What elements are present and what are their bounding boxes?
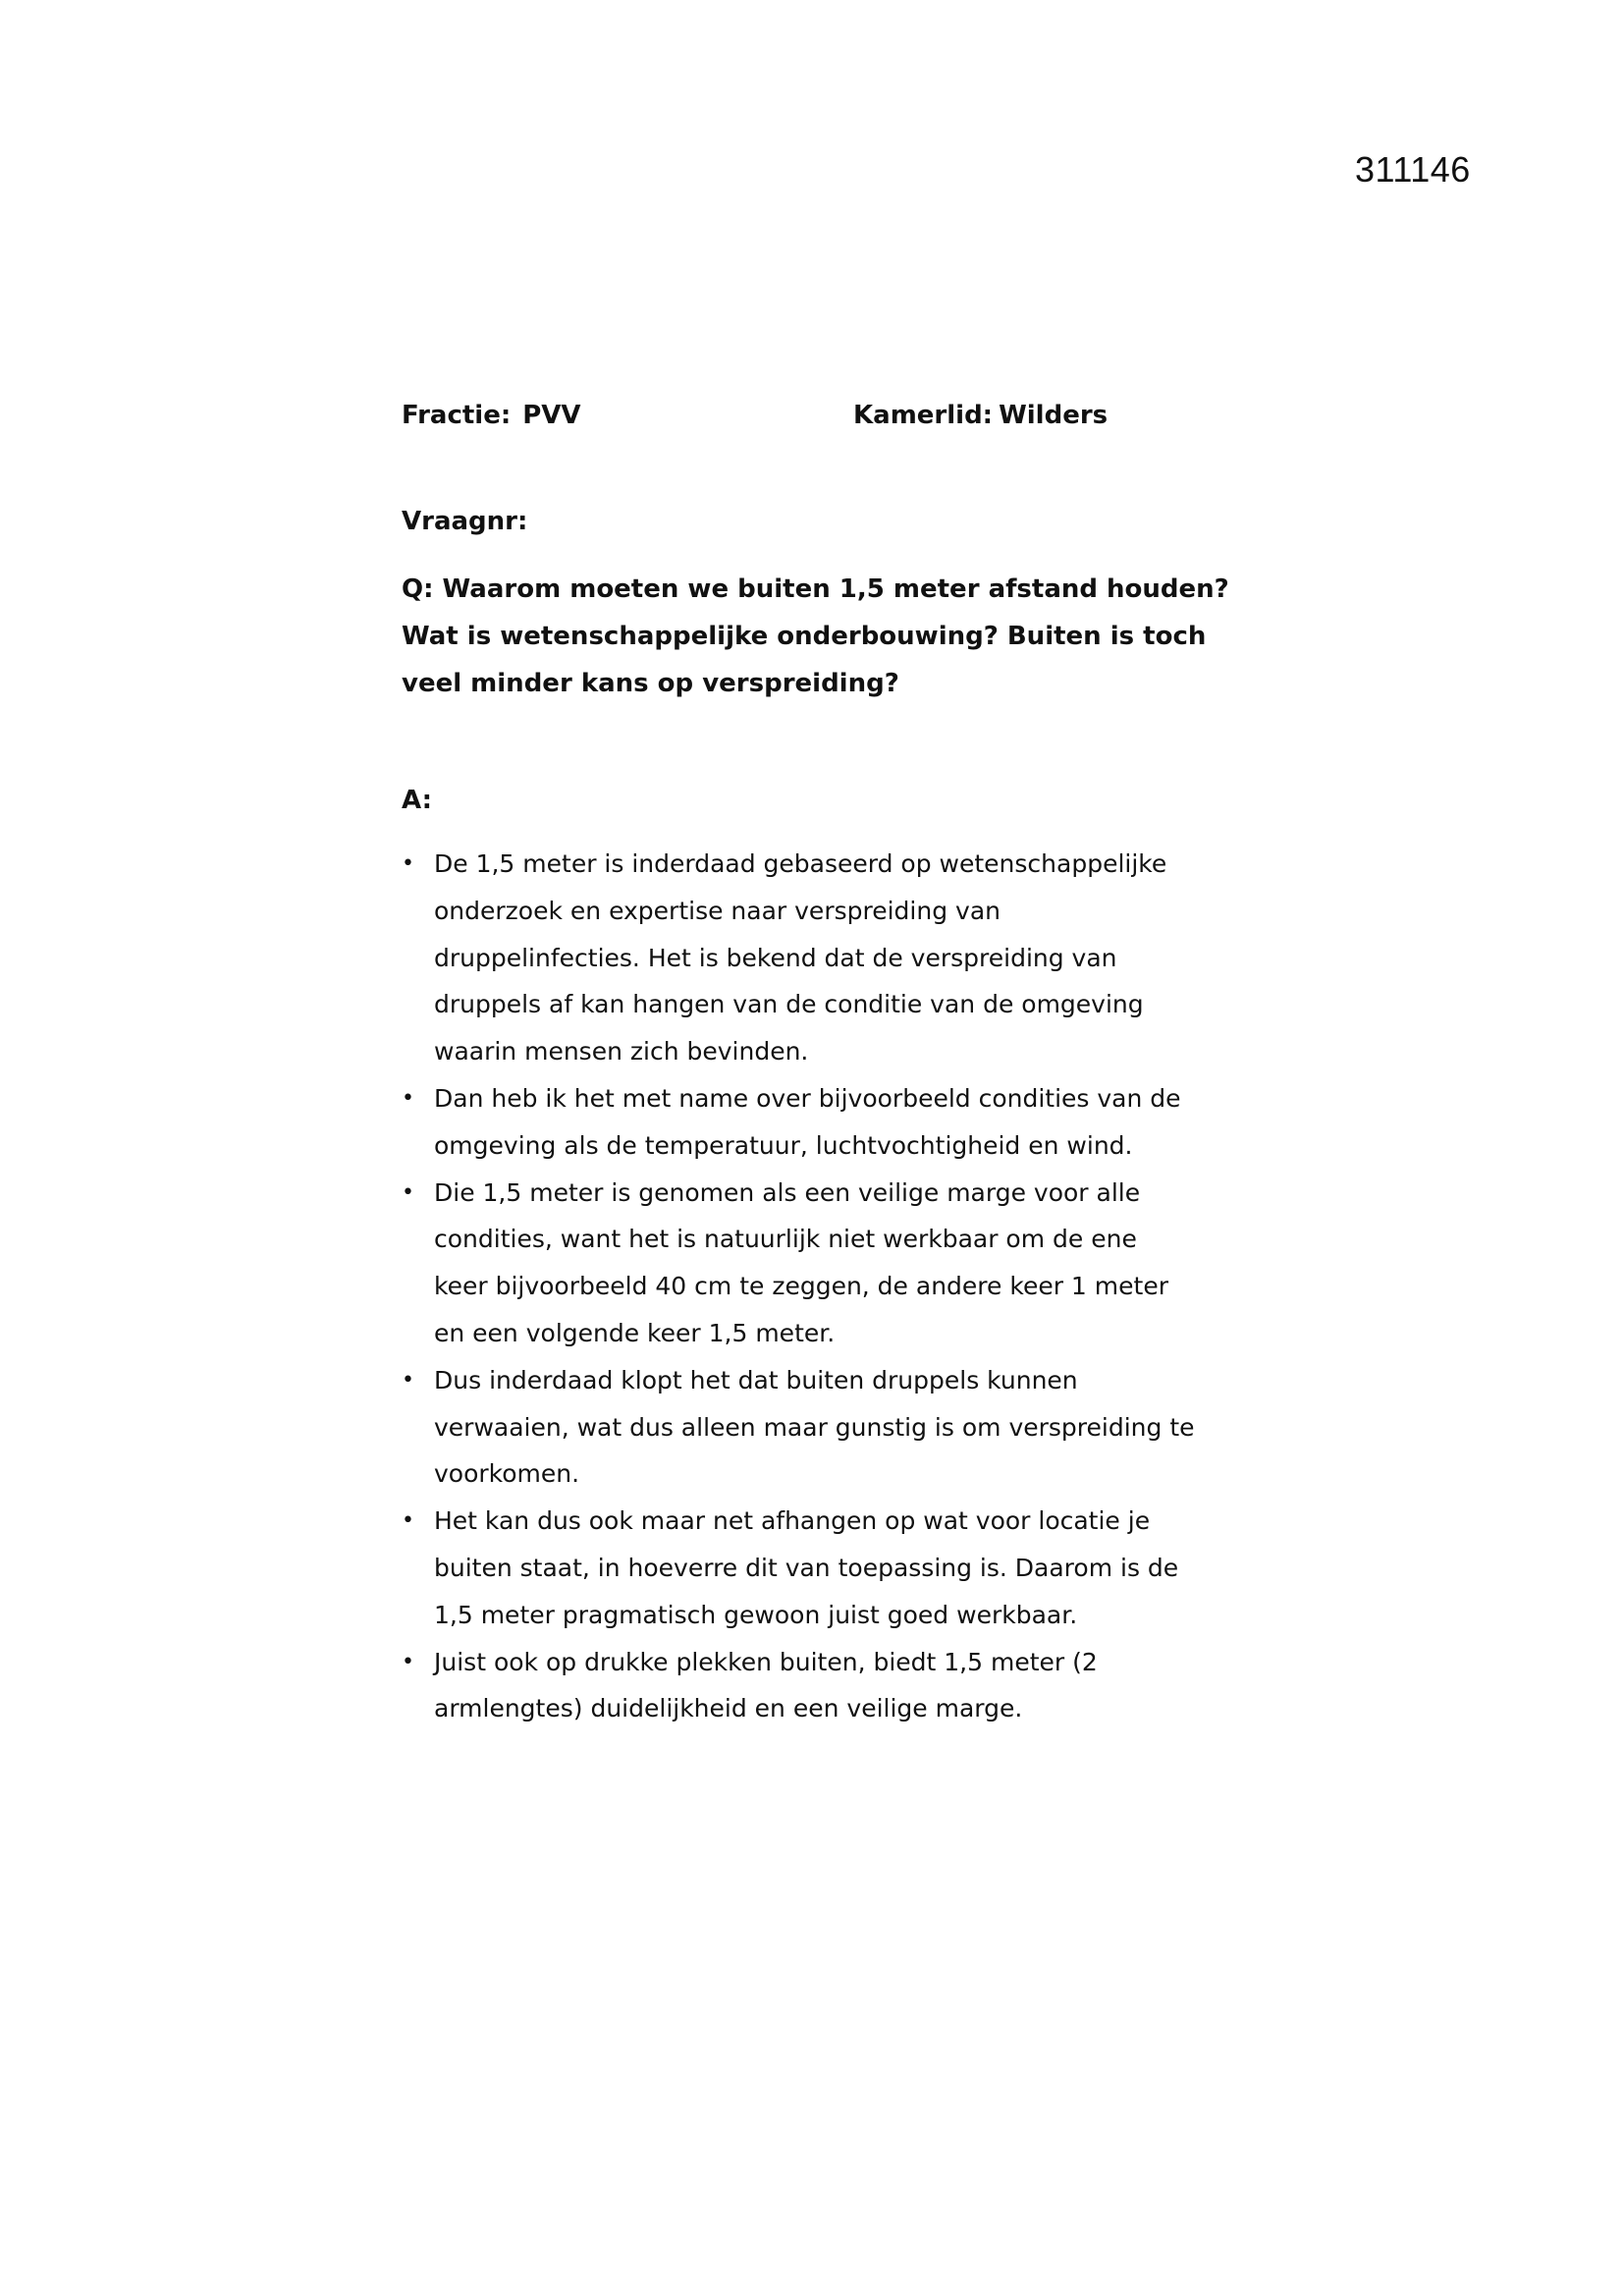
kamerlid-field bbox=[853, 401, 1108, 430]
bullet-icon: • bbox=[402, 1649, 414, 1674]
answer-item bbox=[402, 1170, 1266, 1357]
fractie-label: Fractie: bbox=[402, 401, 512, 430]
question-line: Wat is wetenschappelijke onderbouwing? Buiten is toch bbox=[402, 622, 1207, 651]
answer-line: keer bijvoorbeeld 40 cm te zeggen, de andere keer 1 meter bbox=[434, 1272, 1168, 1301]
answer-line: omgeving als de temperatuur, luchtvochtigheid en wind. bbox=[434, 1130, 1133, 1160]
kamerlid-value: Wilders bbox=[999, 401, 1109, 430]
answer-line: armlengtes) duidelijkheid en een veilige marge. bbox=[434, 1694, 1023, 1723]
answer-line: condities, want het is natuurlijk niet werkbaar om de ene bbox=[434, 1225, 1137, 1254]
bullet-icon: • bbox=[402, 1367, 414, 1393]
document-number: 311146 bbox=[1355, 149, 1471, 190]
fractie-field bbox=[402, 401, 581, 430]
answer-line: onderzoek en expertise naar verspreiding van bbox=[434, 896, 1001, 925]
answer-list bbox=[402, 841, 1266, 1732]
question-line: veel minder kans op verspreiding? bbox=[402, 669, 899, 698]
answer-line: De 1,5 meter is inderdaad gebaseerd op wetenschappelijke bbox=[434, 849, 1167, 878]
answer-line: druppelinfecties. Het is bekend dat de verspreiding van bbox=[434, 943, 1117, 972]
answer-line: buiten staat, in hoeverre dit van toepassing is. Daarom is de bbox=[434, 1553, 1179, 1582]
answer-line: verwaaien, wat dus alleen maar gunstig is om verspreiding te bbox=[434, 1412, 1195, 1442]
fractie-value: PVV bbox=[522, 401, 581, 430]
bullet-icon: • bbox=[402, 851, 414, 876]
answer-item bbox=[402, 1075, 1266, 1170]
kamerlid-label: Kamerlid: bbox=[853, 401, 994, 430]
answer-line: Die 1,5 meter is genomen als een veilige marge voor alle bbox=[434, 1177, 1141, 1207]
answer-item bbox=[402, 841, 1266, 1075]
question-line: Q: Waarom moeten we buiten 1,5 meter afstand houden? bbox=[402, 574, 1229, 604]
answer-line: druppels af kan hangen van de conditie van de omgeving bbox=[434, 990, 1144, 1019]
header-row bbox=[402, 401, 1266, 440]
vraagnr-label: Vraagnr: bbox=[402, 507, 528, 536]
answer-line: en een volgende keer 1,5 meter. bbox=[434, 1318, 836, 1347]
bullet-icon: • bbox=[402, 1085, 414, 1111]
answer-line: 1,5 meter pragmatisch gewoon juist goed werkbaar. bbox=[434, 1600, 1078, 1629]
answer-line: Dus inderdaad klopt het dat buiten druppels kunnen bbox=[434, 1365, 1078, 1394]
answer-line: Dan heb ik het met name over bijvoorbeeld condities van de bbox=[434, 1083, 1181, 1113]
question-text bbox=[402, 566, 1266, 707]
bullet-icon: • bbox=[402, 1508, 414, 1534]
answer-line: waarin mensen zich bevinden. bbox=[434, 1037, 809, 1066]
answer-item bbox=[402, 1639, 1266, 1733]
answer-line: Juist ook op drukke plekken buiten, biedt 1,5 meter (2 bbox=[434, 1647, 1098, 1676]
answer-line: voorkomen. bbox=[434, 1459, 580, 1489]
answer-item bbox=[402, 1357, 1266, 1498]
answer-item bbox=[402, 1498, 1266, 1638]
answer-label: A: bbox=[402, 786, 433, 815]
bullet-icon: • bbox=[402, 1179, 414, 1205]
answer-line: Het kan dus ook maar net afhangen op wat voor locatie je bbox=[434, 1506, 1151, 1536]
